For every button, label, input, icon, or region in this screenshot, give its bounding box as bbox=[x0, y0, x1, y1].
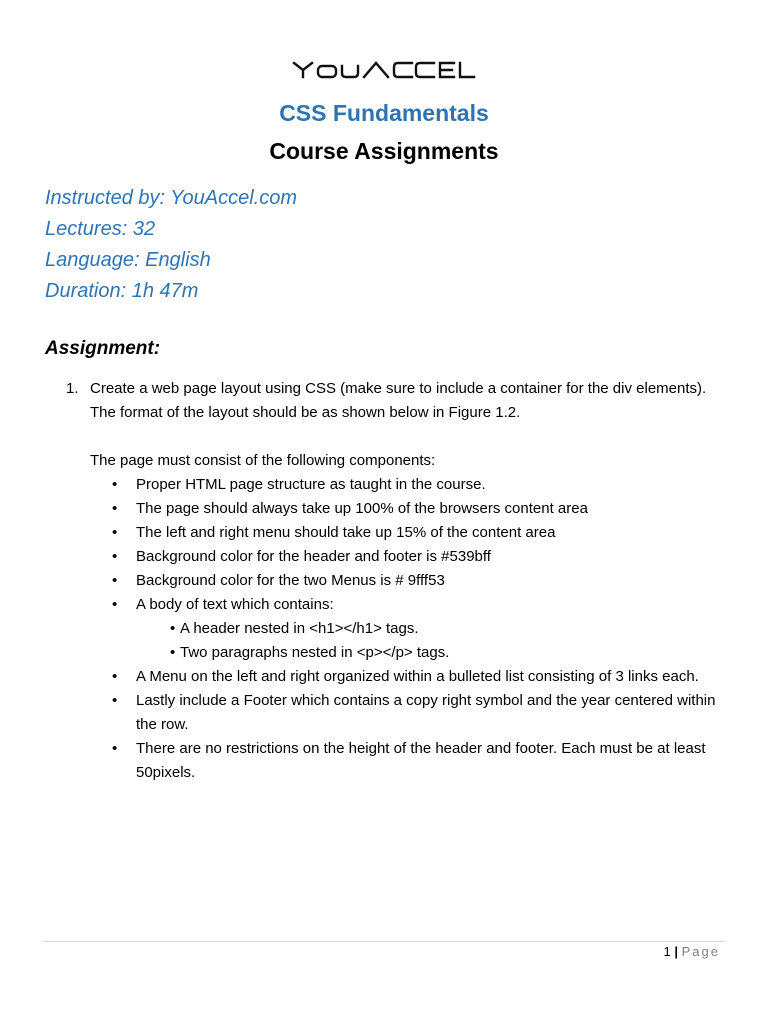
bullet-icon: • bbox=[112, 668, 118, 685]
bullet-icon: • bbox=[112, 548, 118, 565]
youaccel-logo bbox=[0, 60, 768, 85]
list-item: • Background color for the two Menus is # 9fff53 bbox=[90, 569, 726, 593]
bullet-icon: • bbox=[112, 572, 118, 589]
bullet-icon: • bbox=[112, 740, 118, 757]
meta-instructor: Instructed by: YouAccel.com bbox=[45, 187, 297, 209]
list-item: • A Menu on the left and right organized within a bulleted list consisting of 3 links each. bbox=[90, 665, 726, 689]
logo-wordmark-icon bbox=[292, 60, 476, 80]
bullet-icon: • bbox=[112, 500, 118, 517]
page-label: Page bbox=[681, 944, 720, 959]
list-item: • Lastly include a Footer which contains a copy right symbol and the year centered within the row. bbox=[90, 689, 726, 737]
course-subtitle: Course Assignments bbox=[269, 138, 499, 164]
sub-list-item: • A header nested in <h1></h1> tags. bbox=[90, 617, 726, 641]
page-separator: | bbox=[674, 944, 678, 959]
task-body bbox=[90, 377, 726, 785]
list-item: • A body of text which contains: bbox=[90, 593, 726, 617]
list-item: • The left and right menu should take up 15% of the content area bbox=[90, 521, 726, 545]
sub-bullet-icon: • bbox=[170, 644, 176, 661]
meta-duration: Duration: 1h 47m bbox=[45, 280, 199, 302]
meta-language: Language: English bbox=[45, 249, 211, 271]
list-item: • Background color for the header and footer is #539bff bbox=[90, 545, 726, 569]
course-title: CSS Fundamentals bbox=[279, 100, 489, 126]
course-meta bbox=[45, 183, 297, 307]
task-intro: Create a web page layout using CSS (make sure to include a container for the div elements). The format of the layout should be as shown below in Figure 1.2. bbox=[90, 380, 707, 421]
component-list bbox=[90, 473, 726, 785]
task-lead: The page must consist of the following components: bbox=[90, 452, 436, 469]
task-number: 1. bbox=[66, 380, 79, 397]
list-item: • There are no restrictions on the height of the header and footer. Each must be at least 50pixels. bbox=[90, 737, 726, 785]
list-item: • Proper HTML page structure as taught in the course. bbox=[90, 473, 726, 497]
sub-list-item: • Two paragraphs nested in <p></p> tags. bbox=[90, 641, 726, 665]
bullet-icon: • bbox=[112, 692, 118, 709]
assignment-heading: Assignment: bbox=[45, 338, 161, 359]
bullet-icon: • bbox=[112, 596, 118, 613]
page-number: 1 bbox=[663, 944, 671, 959]
bullet-icon: • bbox=[112, 476, 118, 493]
footer-divider bbox=[43, 941, 725, 942]
sub-bullet-icon: • bbox=[170, 620, 176, 637]
list-item: • The page should always take up 100% of the browsers content area bbox=[90, 497, 726, 521]
bullet-icon: • bbox=[112, 524, 118, 541]
page-footer bbox=[664, 944, 721, 959]
meta-lectures: Lectures: 32 bbox=[45, 218, 156, 240]
